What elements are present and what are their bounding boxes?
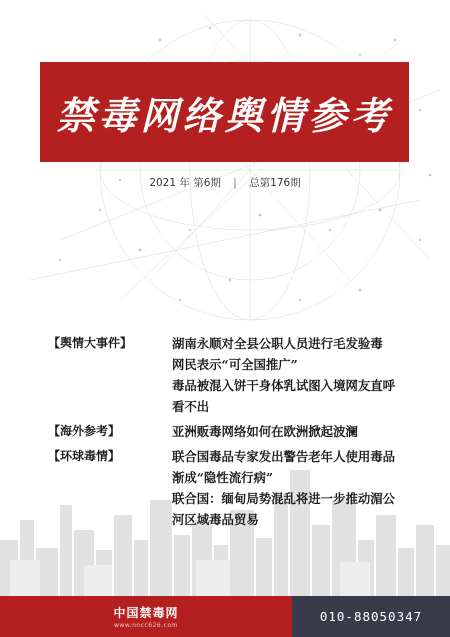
toc-item[interactable]: 网民表示“可全国推广” <box>172 357 298 372</box>
toc-item[interactable]: 亚洲贩毒网络如何在欧洲掀起波澜 <box>172 424 358 439</box>
toc-category: 【舆情大事件】 <box>48 336 133 350</box>
site-logo: 中国禁毒网 <box>113 606 179 620</box>
toc-items <box>172 421 418 442</box>
footer-contact <box>292 596 450 637</box>
publication-title: 禁毒网络舆情参考 <box>56 92 393 138</box>
toc-category: 【环球毒情】 <box>48 449 121 463</box>
toc-item[interactable]: 联合国：缅甸局势混乱将进一步推动湄公 <box>172 491 396 506</box>
toc-section-major-events <box>48 333 418 417</box>
network-globe <box>30 10 440 320</box>
site-url: www.nncc626.com <box>114 622 178 629</box>
toc-items <box>172 333 418 417</box>
table-of-contents <box>48 333 418 530</box>
issue-separator: | <box>233 177 237 189</box>
toc-item[interactable]: 河区域毒品贸易 <box>172 512 259 527</box>
contact-phone: 010-88050347 <box>319 609 423 624</box>
footer-brand[interactable] <box>0 596 292 637</box>
toc-item[interactable]: 看不出 <box>172 399 210 414</box>
toc-items <box>172 446 418 530</box>
toc-item[interactable]: 毒品被混入饼干身体乳试图入境网友直呼 <box>172 378 396 393</box>
toc-category: 【海外参考】 <box>48 424 121 438</box>
toc-item[interactable]: 湖南永顺对全县公职人员进行毛发验毒 <box>172 336 383 351</box>
toc-item[interactable]: 渐成“隐性流行病” <box>172 470 273 485</box>
title-banner <box>40 62 409 162</box>
toc-item[interactable]: 联合国毒品专家发出警告老年人使用毒品 <box>172 449 396 464</box>
toc-section-global <box>48 446 418 530</box>
issue-total: 总第176期 <box>249 177 301 189</box>
issue-info <box>0 175 450 190</box>
footer-bar <box>0 596 450 637</box>
toc-section-overseas <box>48 421 418 442</box>
issue-number: 第6期 <box>193 177 221 189</box>
issue-year: 2021 年 <box>149 177 190 189</box>
